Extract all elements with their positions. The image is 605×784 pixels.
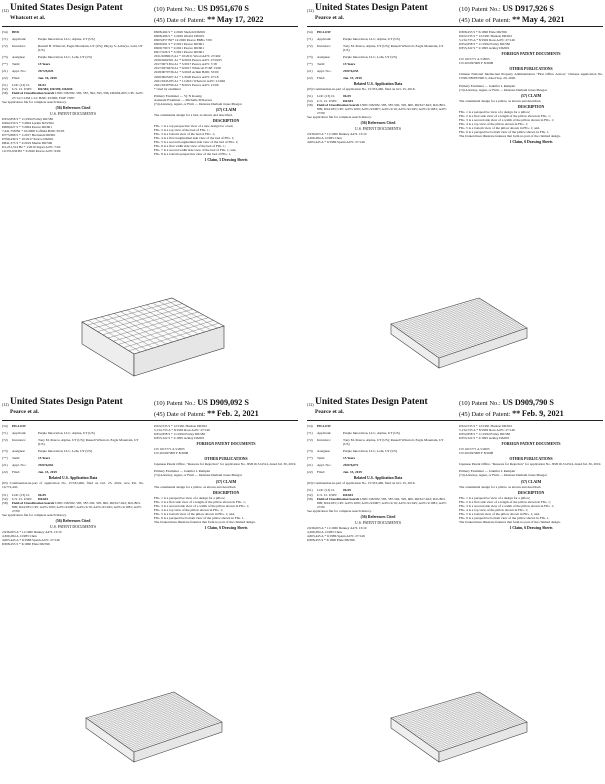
description-line: FIG. 1 is a perspective view of a design for a pillow; <box>154 495 226 500</box>
patent-date: (45) Date of Patent: ** Feb. 2, 2021 <box>154 409 259 418</box>
inventor-header: Pearce et al. <box>315 15 344 21</box>
field-inventors: (72) Inventors: Tony M. Pearce, Alpine, UT (US); Russell Whatcott, Eagle Mountain, UT (US) <box>2 438 139 447</box>
field-term: (**) Term: 15 Years <box>2 62 51 67</box>
header-rule <box>2 26 298 27</box>
reference-item: 5,134,735 A * 8/1992 Ross A47C 27/146 <box>459 428 515 433</box>
field-appl-no: (21) Appl. No.: 29/676,055 <box>307 69 359 74</box>
description-line: FIG. 5 is a bottom view of the pillow shown in FIG. 1; and, <box>459 511 540 516</box>
claims-count: 1 Claim, 6 Drawing Sheets <box>509 525 553 530</box>
inventor-header: Whatcott et al. <box>10 15 46 21</box>
field-us-cl: (52) U.S. Cl. USPC D6/601 <box>307 492 354 497</box>
reference-item: D355,322 S * 2/1995 Ackley D6/601 <box>154 436 205 441</box>
description-line: FIG. 3 is a second side view of a width of the pillow shown in FIG. 1; <box>459 503 554 508</box>
reference-item: D908,466 S * 1/2020 Obafol D6/601 <box>154 34 205 39</box>
reference-item: D322,533 S * 12/1991 Hudson D6/601 <box>459 34 513 39</box>
description-line: FIG. 7 is a second width side view of the bed of FIG. 1; and, <box>154 148 237 153</box>
reference-item: 2021/0330790 A1 * 8/2021 Pearce A47C 21/06 <box>154 82 219 87</box>
claim-title: (57) CLAIM <box>215 479 237 484</box>
reference-item: D322,533 S * 12/1991 Hudson D6/601 <box>154 424 208 428</box>
reference-item: 2018/0070736 A1 * 3/2018 Achim B29C 53/00 <box>154 70 219 75</box>
field-us-cl: (52) U.S. Cl. USPC D6/601 <box>2 496 49 501</box>
field-loc: (51) LOC (13) Cl. 06-09 <box>307 488 351 493</box>
patent-date: (45) Date of Patent: ** May 17, 2022 <box>154 15 264 24</box>
reference-item: D680,627 S * 7/2004 Pearce D6/601 <box>2 124 52 129</box>
field-assignee: (73) Assignee: Purple Innovation, LLC, Lehi, UT (US) <box>307 449 397 454</box>
references-subtitle: U.S. PATENT DOCUMENTS <box>50 524 96 529</box>
related-data-title: Related U.S. Application Data <box>353 82 403 87</box>
reference-item: 4,603,445 A * 9/1986 Spann A47C 27/146 <box>307 533 365 538</box>
reference-item: D841,375 S * 2/2019 Martin D6/596 <box>2 140 53 145</box>
patent-number: (10) Patent No.: US D909,790 S <box>459 398 554 407</box>
pillow-outline <box>391 692 527 762</box>
reference-item: 10,555,636 B2 * 2/2020 Pearce A47C 9/60 <box>2 149 61 154</box>
description-line: FIG. 1 is a top perspective view of a new design for a bed; <box>154 123 234 128</box>
reference-item: D352,858 S * 11/1994 Farley D6/582 <box>459 42 511 47</box>
description-line: FIG. 2 is a top view of the bed of FIG. 1; <box>154 128 210 133</box>
references-subtitle: U.S. PATENT DOCUMENTS <box>355 520 401 525</box>
patent-number: (10) Patent No.: US D917,926 S <box>459 4 554 13</box>
field-us-cl: (52) U.S. Cl. USPC D6/582; D6/596; D6/600 <box>2 87 73 92</box>
claims-count: 1 Claim, 5 Drawing Sheets <box>204 158 248 163</box>
field-appl-no: (21) Appl. No.: 29/676,872 <box>307 463 359 468</box>
description-title: DESCRIPTION <box>212 118 240 123</box>
claim-title: (57) CLAIM <box>215 107 237 112</box>
claim-text: The ornamental design for a pillow, as shown and described. <box>459 98 542 103</box>
field-inventors: (72) Inventors: Tony M. Pearce, Alpine, UT (US); Russell Whatcott, Eagle Mountain, UT (US) <box>307 438 444 447</box>
attorney: (74) Attorney, Agent, or Firm — Dentons Durham Jones Pinegar <box>154 473 242 478</box>
reference-item: 2011/0209613 A1 * 10/2011 Wood A47C 27/402 <box>154 54 221 59</box>
description-line: FIG. 6 is a first width side view of the bed of FIG. 1; <box>154 144 226 149</box>
reference-item: 2017/0071304 A1 * 3/2017 Pearce A47C 7/18 <box>154 62 217 67</box>
field-appl-no: (21) Appl. No.: 29/676,062 <box>2 463 54 468</box>
see-application: See application file for complete search history. <box>307 114 372 119</box>
description-title: DESCRIPTION <box>517 104 545 109</box>
patent-header <box>2 2 298 30</box>
claim-text: The ornamental design for a pillow, as shown and described. <box>154 484 237 489</box>
claims-count: 1 Claim, 6 Drawing Sheets <box>509 140 553 145</box>
other-pubs-title: OTHER PUBLICATIONS <box>204 457 248 462</box>
reference-item: D352,858 S * 11/1994 Farley D6/582 <box>459 432 511 437</box>
description-line: FIG. 1 is a perspective view of a design for a pillow; <box>459 495 531 500</box>
field-applicant: (71) Applicant: Purple Innovation, LLC, Alpine, UT (US) <box>307 431 400 436</box>
foreign-docs-title: FOREIGN PATENT DOCUMENTS <box>501 442 561 447</box>
reference-item: D775,868 S * 1/2017 Bertrandi D6/601 <box>2 132 56 137</box>
primary-examiner: Primary Examiner — Jennifer L Rempler <box>459 469 516 474</box>
reference-item: 4,369,284 A 1/1983 Chen <box>307 135 342 140</box>
reference-item: 4,369,284 A 1/1983 Chen <box>2 533 37 538</box>
claim-title: (57) CLAIM <box>520 479 542 484</box>
patent-type-title: United States Design Patent <box>315 397 428 407</box>
reference-item: D494,550 S * 7/2004 Larkin D23/364 <box>2 120 54 125</box>
bed-drawing <box>72 292 232 387</box>
description-list <box>154 124 298 156</box>
reference-item: D1,231,314 B2 * 1/2019 Zigart A47C 7/02 <box>2 145 61 150</box>
field-title: (54) PILLOW <box>307 424 331 428</box>
patent-page-bed <box>2 2 298 390</box>
reference-item: 2,936,003 A * 11/1960 Dunney A47L 13/10 <box>307 525 367 530</box>
header-rule <box>2 420 298 421</box>
header-rule <box>307 420 603 421</box>
description-line: FIG. 6 is a perspective bottom view of the pillow shown in FIG. 1. <box>459 515 550 520</box>
kind-code: (12) <box>2 8 9 13</box>
description-line: FIG. 1 is a perspective view of a design for a pillow; <box>459 109 531 114</box>
reference-item: 4,603,445 A * 9/1986 Spann A47C 27/146 <box>307 139 365 144</box>
field-assignee: (73) Assignee: Purple Innovation, LLC, Lehi, UT (US) <box>307 55 397 60</box>
related-data-text: (63) Continuation-in-part of application No. 15/333,466, filed on Oct. 25, 2016. <box>307 87 416 92</box>
field-applicant: (71) Applicant: Purple Innovation, LLC, Alpine, UT (US) <box>2 431 95 436</box>
patent-type-title: United States Design Patent <box>10 3 123 13</box>
reference-item: D352,858 S * 11/1994 Farley D6/582 <box>154 432 206 437</box>
reference-item: D308,453 S * 6/1990 Elsie D6/596 <box>2 542 50 547</box>
foreign-item: CN 1615771 A 5/2005 <box>459 57 490 62</box>
assistant-examiner: Assistant Examiner — Michelle M Reeves <box>154 97 213 102</box>
patent-type-title: United States Design Patent <box>10 397 123 407</box>
pillow-drawing <box>72 682 232 777</box>
description-line: The broken lines illustrate features that form no part of the claimed design. <box>459 134 561 139</box>
field-inventors: (72) Inventors: Tony M. Pearce, Alpine, UT (US); Russell Whatcott, Eagle Mountain, UT (US) <box>307 44 444 53</box>
patent-date: (45) Date of Patent: ** May 4, 2021 <box>459 15 565 24</box>
references-subtitle: U.S. PATENT DOCUMENTS <box>50 111 96 116</box>
reference-item: D355,322 S * 2/1995 Ackley D6/601 <box>459 436 510 441</box>
field-search: (58) Field of Classification Search USPC D6/582, 583, 587-592, 595, 600, D6/617-622; D21/803-809; D24/183; CPC A47G 9/00; A47G 9/0007; A47G 9/10; A47G 9/1045; A47G 9/1081; A47C 27/00 <box>307 496 447 509</box>
description-title: DESCRIPTION <box>212 490 240 495</box>
reference-item: 4,603,445 A * 9/1986 Spann A47C 27/146 <box>2 537 60 542</box>
related-data-text: (63) Continuation-in-part of application No. 15/333,466, filed on Oct. 25, 2016. <box>307 481 416 486</box>
foreign-item: CN 201097008 Y 8/2008 <box>459 61 494 66</box>
attorney: (74) Attorney, Agent, or Firm — Dentons Durham Jones Pinegar <box>459 87 547 92</box>
field-title: (54) PILLOW <box>2 424 26 428</box>
see-application: See application file for complete search history. <box>2 512 67 517</box>
references-title: (56) References Cited <box>360 120 396 125</box>
claims-count: 1 Claim, 6 Drawing Sheets <box>204 525 248 530</box>
reference-item: D799,439 S * 10/2017 Pearce D6/601 <box>2 136 54 141</box>
references-title: (56) References Cited <box>55 518 91 523</box>
patent-number: (10) Patent No.: US D909,092 S <box>154 398 249 407</box>
field-applicant: (71) Applicant: Purple Innovation, LLC, Alpine, UT (US) <box>307 37 400 42</box>
reference-item: 2021/0345183 A1 * 11/2021 Whatcott A47C 21/046 <box>154 78 226 83</box>
description-line: FIG. 5 is a bottom view of the pillow shown in FIG. 1; and, <box>154 511 235 516</box>
description-line: FIG. 6 is a perspective bottom view of the pillow shown in FIG. 1. <box>154 515 245 520</box>
description-line: FIG. 4 is a top view of the pillow shown in FIG. 1; <box>459 507 528 512</box>
attorney: (74) Attorney, Agent, or Firm — Dentons Durham Jones Pinegar <box>154 101 242 106</box>
bed-mattress-outline <box>82 298 224 376</box>
patent-page-pillow-909092 <box>2 396 298 784</box>
reference-item: D355,322 S * 2/1995 Ackley D6/601 <box>459 46 510 51</box>
patent-type-title: United States Design Patent <box>315 3 428 13</box>
reference-item: D908,464 S * 1/2020 Shofeld D6/601 <box>154 30 206 34</box>
field-appl-no: (21) Appl. No.: 29/725,825 <box>2 69 54 74</box>
other-pubs-text: Japanese Patent Office, "Reasons for Rejection" for application No. JP2019-514314, dated Jul. 30, 2019. <box>154 462 297 467</box>
reference-item: 5,134,735 A * 8/1992 Ross A47C 27/146 <box>154 428 210 433</box>
reference-list <box>2 117 144 153</box>
foreign-item: CN 1615771 A 5/2005 <box>459 447 490 452</box>
pillow-outline <box>391 298 527 368</box>
description-line: FIG. 3 is a second side view of a width of the pillow shown in FIG. 1; <box>459 117 554 122</box>
description-line: FIG. 3 is a bottom view of the bed of FIG. 1; <box>154 132 215 137</box>
right-column <box>154 424 298 530</box>
primary-examiner: Primary Examiner — Jennifer L Rempler <box>459 83 516 88</box>
patent-header: (12) United States Design Patent Pearce et al. (10) Patent No.: US D917,926 S (45) Date of Patent: ** May 4, 2021 <box>307 2 603 30</box>
other-pubs-text: Japanese Patent Office, "Reasons for Rejection" for application No. JP2019-514314, dated Jul. 30, 2019. <box>459 462 602 467</box>
reference-item: 5,134,735 A * 8/1992 Ross A47C 27/146 <box>459 38 515 43</box>
pillow-outline <box>86 692 222 762</box>
right-column <box>154 30 298 162</box>
reference-item: 2017/0274679 A1 * 9/2017 Whatcott F16F 13/00 <box>154 66 221 71</box>
description-line: FIG. 8 is a bottom perspective view of the bed of FIG. 1. <box>154 152 232 157</box>
foreign-item: CN 201097008 Y 8/2008 <box>459 451 494 456</box>
field-term: (**) Term: 15 Years <box>307 456 356 461</box>
right-column <box>459 424 603 530</box>
reference-item: D308,453 S * 6/1990 Elsie D6/596 <box>307 537 355 542</box>
patent-page-pillow-909790 <box>307 396 603 784</box>
left-column <box>2 424 144 546</box>
field-title: (54) BED <box>2 30 19 34</box>
patent-header: (12) United States Design Patent Pearce et al. (10) Patent No.: US D909,790 S (45) Date of Patent: ** Feb. 9, 2021 <box>307 396 603 424</box>
reference-item: D308,453 S * 6/1990 Elsie D6/596 <box>459 30 507 34</box>
field-filed: (22) Filed: Jan. 15, 2019 <box>2 470 57 475</box>
related-data-text: (63) Continuation-in-part of application No. 15/333,466, filed on Oct. 25, 2016, now Pat. No. 10,772,445. <box>2 481 144 490</box>
reference-item: 2016/0262561 A1 * 9/2016 Pearce A47C 27/0225 <box>154 58 222 63</box>
related-data-title: Related U.S. Application Data <box>353 476 403 481</box>
foreign-item: CN 1615771 A 5/2005 <box>154 447 185 452</box>
reference-item: 7,441,758 B2 * 10/2008 Coffield B29C 65/03 <box>2 128 65 133</box>
field-search: (58) Field of Classification Search USPC D6/582, 583, 587-592, 595, 600, D6/617-622; D21/803-809; D24/183; CPC A47G 9/00; A47G 9/0007; A47G 9/10; A47G 9/1045; A47G 9/1081; A47C 27/00 <box>307 102 447 115</box>
reference-item: D322,533 S * 12/1991 Hudson D6/601 <box>459 424 513 428</box>
attorney: (74) Attorney, Agent, or Firm — Dentons Durham Jones Pinegar <box>459 473 547 478</box>
other-pubs-title: OTHER PUBLICATIONS <box>509 67 553 72</box>
field-assignee: (73) Assignee: Purple Innovation, LLC, Lehi, UT (US) <box>2 55 92 60</box>
primary-examiner: Primary Examiner — Vy N Koenig <box>154 93 202 98</box>
description-line: FIG. 4 is a top view of the pillow shown in FIG. 1; <box>154 507 223 512</box>
description-title: DESCRIPTION <box>517 490 545 495</box>
see-application: See application file for complete search history. <box>2 99 67 104</box>
foreign-item: CN 201097008 Y 8/2008 <box>154 451 189 456</box>
foreign-docs-title: FOREIGN PATENT DOCUMENTS <box>196 442 256 447</box>
inventor-header: Pearce et al. <box>10 409 39 415</box>
description-line: FIG. 4 is a top view of the pillow shown in FIG. 1; <box>459 121 528 126</box>
related-data-title: Related U.S. Application Data <box>48 476 98 481</box>
other-pubs-title: OTHER PUBLICATIONS <box>509 457 553 462</box>
reference-item: D909,790 S * 2/2021 Pearce D6/601 <box>154 46 204 51</box>
description-line: FIG. 4 is a first longitudinal side view of the bed of FIG. 1; <box>154 136 235 141</box>
claim-text: The ornamental design for a pillow, as shown and described. <box>459 484 542 489</box>
inventor-header: Pearce et al. <box>315 409 344 415</box>
description-line: FIG. 2 is a first side view of a length of the pillow shown in FIG. 1; <box>154 499 246 504</box>
field-applicant: (71) Applicant: Purple Innovation, LLC, Alpine, UT (US) <box>2 37 95 42</box>
field-search: (58) Field of Classification Search USPC D6/582, 583, 587, 592, 595, 596, D6/604-605; CPC A47C 27/14; C12M 1/12; B29C 43/006; F16F 7/087 <box>2 91 144 100</box>
cited-by-examiner: * cited by examiner <box>154 86 181 91</box>
field-us-cl: (52) U.S. Cl. USPC D6/601 <box>307 98 354 103</box>
pillow-drawing <box>377 288 537 383</box>
field-term: (**) Term: 15 Years <box>307 62 356 67</box>
references-title: (56) References Cited <box>360 514 396 519</box>
description-line: FIG. 3 is a second side view of a width of the pillow shown in FIG. 1; <box>154 503 249 508</box>
description-line: FIG. 5 is a bottom view of the pillow shown in FIG. 1; and, <box>459 125 540 130</box>
header-rule <box>307 26 603 27</box>
field-loc: (51) LOC (13) Cl. 06-09 <box>307 94 351 99</box>
reference-item: D917,926 S * 5/2021 Pearce D6/601 <box>154 50 204 55</box>
field-filed: (22) Filed: Jan. 15, 2019 <box>307 76 362 81</box>
references-subtitle: U.S. PATENT DOCUMENTS <box>355 126 401 131</box>
field-filed: (22) Filed: Jan. 15, 2019 <box>307 470 362 475</box>
primary-examiner: Primary Examiner — Jennifer L Rempler <box>154 469 211 474</box>
reference-item: D903,857 B2* 12/2020 Pearce B68G 7/00 <box>154 38 212 43</box>
field-search: (58) Field of Classification Search USPC D6/582, 583, 587-592, 595, 600, D6/617-622; D21/803-809; D24/183; CPC A47G 9/00; A47G 9/0007; A47G 9/10; A47G 9/1045; A47G 9/1081; A47C 27/00 <box>2 500 142 513</box>
see-application: See application file for complete search history. <box>307 508 372 513</box>
description-line: FIG. 5 is a second longitudinal side view of the bed of FIG. 1; <box>154 140 239 145</box>
reference-item: D352,858 S * 11/1994 Farley D6/582 <box>2 116 54 121</box>
field-term: (**) Term: 15 Years <box>2 456 51 461</box>
patent-number: (10) Patent No.: US D951,670 S <box>154 4 249 13</box>
pillow-drawing <box>377 682 537 777</box>
field-inventors: (72) Inventors: Russell B. Whatcott, Eagle Mountain, UT (US); Dhyey S. Acharya, Lehi, UT (US) <box>2 44 143 53</box>
foreign-docs-title: FOREIGN PATENT DOCUMENTS <box>501 52 561 57</box>
field-title: (54) PILLOW <box>307 30 331 34</box>
description-line: FIG. 6 is a perspective bottom view of the pillow shown in FIG. 1. <box>459 129 550 134</box>
reference-item: 2,936,003 A * 11/1960 Dunney A47L 13/10 <box>2 529 62 534</box>
reference-item: 2,936,003 A * 11/1960 Dunney A47L 13/10 <box>307 131 367 136</box>
left-column <box>307 424 449 542</box>
description-line: The broken lines illustrate features that form no part of the claimed design. <box>459 519 561 524</box>
claim-text: The ornamental design for a bed, as shown and described. <box>154 112 233 117</box>
field-assignee: (73) Assignee: Purple Innovation, LLC, Lehi, UT (US) <box>2 449 92 454</box>
patent-date: (45) Date of Patent: ** Feb. 9, 2021 <box>459 409 564 418</box>
reference-item: D909,991 S * 2/2021 Pearce D6/601 <box>154 42 204 47</box>
references-title: (56) References Cited <box>55 105 91 110</box>
patent-header: (12) United States Design Patent Pearce et al. (10) Patent No.: US D909,092 S (45) Date of Patent: ** Feb. 2, 2021 <box>2 396 298 424</box>
field-loc: (51) LOC (13) Cl. 06-02 <box>2 83 46 88</box>
claim-title: (57) CLAIM <box>520 93 542 98</box>
description-line: FIG. 2 is a first side view of a length of the pillow shown in FIG. 1; <box>459 499 551 504</box>
description-line: FIG. 2 is a first side view of a length of the pillow shown in FIG. 1; <box>459 113 551 118</box>
field-loc: (51) LOC (13) Cl. 06-09 <box>2 492 46 497</box>
reference-item: 4,369,284 A 1/1983 Chen <box>307 529 342 534</box>
reference-list-continued <box>154 30 298 87</box>
other-pubs-text: Chinese National Intellectual Property Administration "First Office Action," Chinese Application No. CN201780035590.3, dated Sep. 29, 2020. <box>459 72 603 81</box>
field-filed: (22) Filed: Jan. 16, 2020 <box>2 76 57 81</box>
left-column <box>307 30 449 144</box>
right-column <box>459 30 603 144</box>
patent-page-pillow-917926 <box>307 2 603 390</box>
description-line: The broken lines illustrate features that form no part of the claimed design. <box>154 519 256 524</box>
left-column <box>2 30 144 153</box>
reference-item: 2020/0023207 A1 * 1/2020 Pearce A47C 27/18 <box>154 74 219 79</box>
